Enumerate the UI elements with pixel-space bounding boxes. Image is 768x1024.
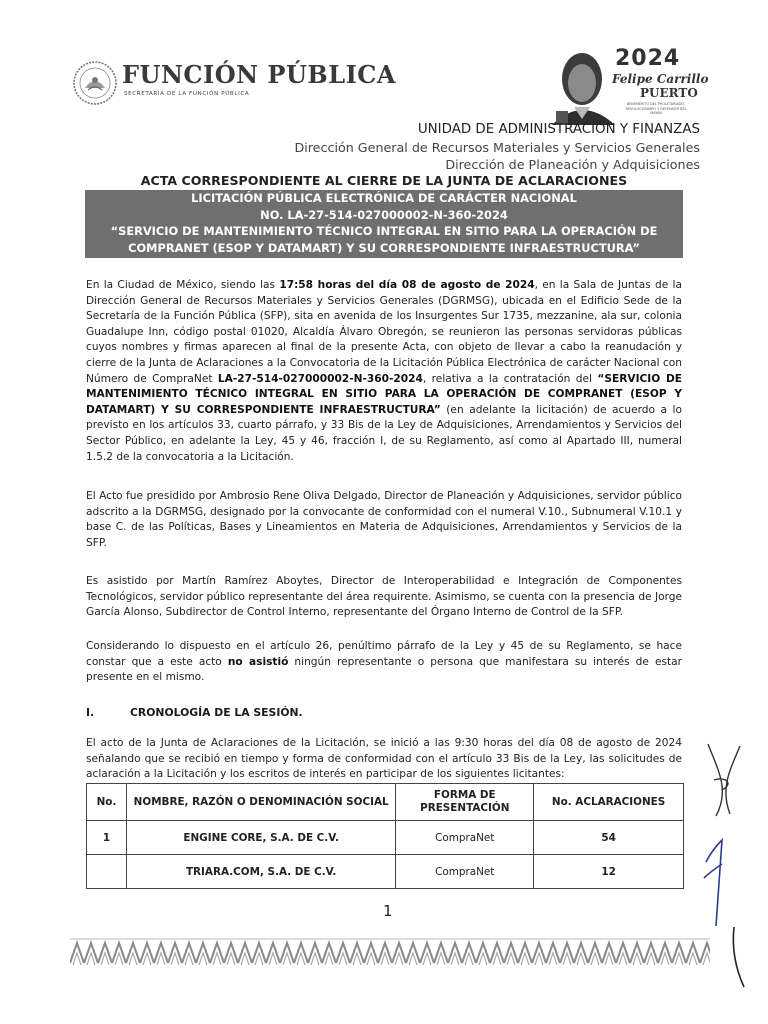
- p1-text-a: En la Ciudad de México, siendo las: [86, 279, 280, 291]
- header-submission: FORMA DE PRESENTACIÓN: [396, 784, 534, 821]
- year-small-caption: BENEMÉRITO DEL PROLETARIADO, REVOLUCIONARIO Y DEFENSOR DEL MAYAB: [625, 102, 687, 116]
- paragraph-opening: [86, 278, 682, 465]
- paragraph-chronology: El acto de la Junta de Aclaraciones de la Licitación, se inició a las 9:30 horas del día 08 de agosto de 2024 señalando que se recibió en tiempo y forma de conformidad con el artículo 33 Bis de la Ley, las solicitudes de aclaración a la Licitación y los escritos de interés en participar de los siguientes licitantes:: [86, 737, 682, 781]
- year-name-line2: PUERTO: [640, 86, 698, 100]
- cell-submission: CompraNet: [396, 855, 534, 889]
- decorative-footer-pattern: [70, 937, 710, 967]
- banner-line-2: NO. LA-27-514-027000002-N-360-2024: [260, 207, 508, 222]
- table-header-row: [87, 784, 684, 821]
- p4-text-c: ningún representante o persona que manifestara su interés de estar presente en el mismo.: [86, 655, 682, 684]
- general-direction: Dirección General de Recursos Materiales y Servicios Generales: [294, 140, 700, 155]
- header-no: No.: [87, 784, 127, 821]
- organization-subtitle: SECRETARÍA DE LA FUNCIÓN PÚBLICA: [124, 91, 250, 97]
- p1-service-name: “SERVICIO DE MANTENIMIENTO TÉCNICO INTEGRAL EN SITIO PARA LA OPERACIÓN DE COMPRANET (ESOP Y DATAMART) Y SU CORRESPONDIENTE INFRAESTRUCTURA”: [86, 372, 682, 416]
- organization-name: FUNCIÓN PÚBLICA: [122, 60, 397, 89]
- tender-banner: [85, 190, 683, 258]
- banner-line-3: “SERVICIO DE MANTENIMIENTO TÉCNICO INTEGRAL EN SITIO PARA LA OPERACIÓN DE: [110, 224, 658, 238]
- document-title: ACTA CORRESPONDIENTE AL CIERRE DE LA JUNTA DE ACLARACIONES: [140, 173, 628, 188]
- handwritten-signature-2: [698, 838, 738, 928]
- table-row: [87, 821, 684, 855]
- section-title: CRONOLOGÍA DE LA SESIÓN.: [130, 706, 303, 719]
- cell-name: ENGINE CORE, S.A. DE C.V.: [126, 821, 395, 855]
- cell-submission: CompraNet: [396, 821, 534, 855]
- section-heading: [86, 706, 303, 719]
- p1-text-g: (en adelante la licitación) de acuerdo a lo previsto en los artículos 33, cuarto párrafo, y 33 Bis de la Ley de Adquisiciones, Arrendamientos y Servicios del Sector Público, en adelante la Ley, 45 y 46, fracción I, de su Reglamento, así como al Apartado III, numeral 1.5.2 de la convocatoria a la Licitación.: [86, 403, 682, 463]
- year-name-line1: Felipe Carrillo: [612, 72, 709, 86]
- section-number: I.: [86, 706, 95, 719]
- p4-text-a: Considerando lo dispuesto en el artículo 26, penúltimo párrafo de la Ley y 45 de su Reglamento, se hace constar que a este acto: [86, 640, 682, 668]
- unit-name: UNIDAD DE ADMINISTRACIÓN Y FINANZAS: [417, 122, 700, 137]
- banner-line-4: COMPRANET (ESOP Y DATAMART) Y SU CORRESPONDIENTE INFRAESTRUCTURA”: [128, 240, 640, 255]
- p1-tender-number: LA-27-514-027000002-N-360-2024: [217, 372, 423, 385]
- p4-no-attendance: no asistió: [227, 655, 289, 668]
- planning-direction: Dirección de Planeación y Adquisiciones: [445, 157, 700, 172]
- paragraph-attendance: [86, 639, 682, 686]
- handwritten-signature-1: [700, 740, 750, 820]
- cell-no: 1: [87, 821, 127, 855]
- bidders-table: [86, 783, 684, 889]
- cell-no: [87, 855, 127, 889]
- handwritten-signature-3: [728, 925, 748, 990]
- p1-text-e: , relativa a la contratación del: [422, 372, 598, 385]
- paragraph-assisted: Es asistido por Martín Ramírez Aboytes, Director de Interoperabilidad e Integración de Componentes Tecnológicos, servidor público representante del área requirente. Asimismo, se cuenta con la presencia de Jorge García Alonso, Subdirector de Control Interno, representante del Órgano Interno de Control de la SFP.: [86, 575, 682, 619]
- banner-line-1: LICITACIÓN PÚBLICA ELECTRÓNICA DE CARÁCTER NACIONAL: [191, 191, 577, 205]
- table-row: [87, 855, 684, 889]
- header-clarifications: No. ACLARACIONES: [534, 784, 684, 821]
- year-mark: 2024: [615, 46, 681, 71]
- coat-of-arms-seal-icon: [72, 60, 118, 106]
- p1-datetime: 17:58 horas del día 08 de agosto de 2024: [279, 279, 535, 291]
- cell-clarifications: 12: [534, 855, 684, 889]
- paragraph-presided: El Acto fue presidido por Ambrosio Rene Oliva Delgado, Director de Planeación y Adquisiciones, servidor público adscrito a la DGRMSG, designado por la convocante de conformidad con el numeral V.10., Subnumeral V.10.1 y base C. de las Políticas, Bases y Lineamientos en Materia de Adquisiciones, Arrendamientos y Servicios de la SFP.: [86, 490, 682, 549]
- cell-clarifications: 54: [534, 821, 684, 855]
- header-name: NOMBRE, RAZÓN O DENOMINACIÓN SOCIAL: [126, 784, 395, 821]
- p1-text-c: , en la Sala de Juntas de la Dirección General de Recursos Materiales y Servicios Generales (DGRMSG), ubicada en el Edificio Sede de la Secretaría de la Función Pública (SFP), sita en avenida de los Insurgentes Sur 1735, mezzanine, ala sur, colonia Guadalupe Inn, código postal 01020, Alcaldía Álvaro Obregón, se reunieron las personas servidoras públicas cuyos nombres y firmas aparecen al final de la presente Acta, con objeto de llevar a cabo la reanudación y cierre de la Junta de Aclaraciones a la Convocatoria de la Licitación Pública Electrónica de carácter Nacional con Número de CompraNet: [86, 279, 682, 385]
- page-number: 1: [383, 902, 393, 920]
- cell-name: TRIARA.COM, S.A. DE C.V.: [126, 855, 395, 889]
